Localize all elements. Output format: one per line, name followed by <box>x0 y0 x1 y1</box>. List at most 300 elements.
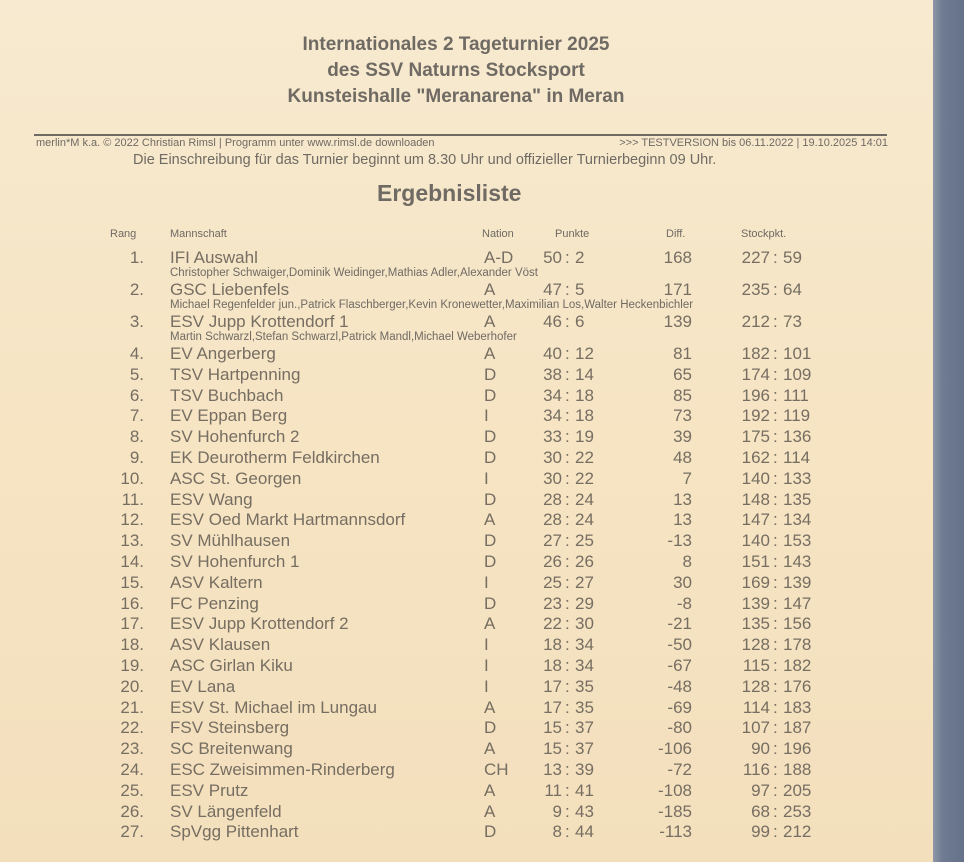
stockpoints-for-cell: 114 <box>742 697 770 717</box>
team-cell: ASC Girlan Kiku <box>170 656 293 675</box>
nation-cell: I <box>484 468 489 488</box>
stockpoints-against-cell: 156 <box>783 614 812 634</box>
team-cell: ASV Kaltern <box>170 572 263 592</box>
stockpoints-separator: : <box>773 531 778 551</box>
rank-cell: 7. <box>129 406 144 426</box>
team-cell: TSV Hartpenning <box>170 364 301 384</box>
rank-cell: 8. <box>129 427 144 447</box>
col-mannschaft: Mannschaft <box>170 228 227 240</box>
stockpoints-separator: : <box>773 552 778 571</box>
points-for-cell: 27 <box>543 531 562 551</box>
header-divider <box>34 134 887 136</box>
stockpoints-separator: : <box>773 572 778 592</box>
diff-cell: 168 <box>663 248 692 267</box>
points-against-cell: 41 <box>575 780 594 800</box>
nation-cell: D <box>484 552 497 571</box>
team-cell: SC Breitenwang <box>170 739 293 759</box>
diff-cell: 139 <box>663 312 692 331</box>
nation-cell: D <box>484 822 497 842</box>
points-against-cell: 29 <box>575 593 594 613</box>
rank-cell: 6. <box>129 385 144 405</box>
points-for-cell: 47 <box>543 280 562 299</box>
points-for-cell: 40 <box>543 344 562 363</box>
rank-cell: 2. <box>129 280 144 299</box>
points-separator: : <box>565 593 570 613</box>
team-cell: ESV Jupp Krottendorf 2 <box>170 614 349 634</box>
stockpoints-separator: : <box>773 697 778 717</box>
team-cell: SV Längenfeld <box>170 801 282 821</box>
stockpoints-against-cell: 73 <box>783 312 802 331</box>
team-players: Christopher Schwaiger,Dominik Weidinger,Mathias Adler,Alexander Vöst <box>170 267 538 279</box>
stockpoints-separator: : <box>773 593 778 613</box>
points-separator: : <box>565 312 570 331</box>
team-cell: EV Angerberg <box>170 344 276 363</box>
team-cell: FC Penzing <box>170 593 259 613</box>
points-separator: : <box>565 427 570 447</box>
points-separator: : <box>565 718 570 738</box>
points-separator: : <box>565 697 570 717</box>
points-against-cell: 6 <box>575 312 585 331</box>
points-against-cell: 18 <box>575 385 594 405</box>
points-separator: : <box>565 552 570 571</box>
diff-cell: -106 <box>657 739 692 759</box>
nation-cell: I <box>484 656 489 675</box>
nation-cell: D <box>484 489 497 509</box>
table-row <box>0 552 933 571</box>
team-cell: EV Lana <box>170 676 236 696</box>
rank-cell: 4. <box>129 344 144 363</box>
table-row <box>0 448 933 467</box>
diff-cell: 85 <box>673 385 692 405</box>
stockpoints-for-cell: 90 <box>751 739 770 759</box>
rank-cell: 18. <box>120 635 144 655</box>
points-against-cell: 43 <box>575 801 594 821</box>
table-row <box>0 365 933 384</box>
rank-cell: 1. <box>129 248 144 267</box>
stockpoints-for-cell: 162 <box>741 448 770 467</box>
points-for-cell: 18 <box>543 635 562 655</box>
stockpoints-for-cell: 97 <box>751 780 770 800</box>
stockpoints-against-cell: 183 <box>783 697 812 717</box>
team-cell: FSV Steinsberg <box>170 718 290 738</box>
table-row <box>0 386 933 405</box>
points-separator: : <box>565 531 570 551</box>
points-against-cell: 18 <box>575 406 594 426</box>
points-against-cell: 22 <box>575 448 594 467</box>
team-cell: IFI Auswahl <box>170 248 258 267</box>
points-against-cell: 30 <box>575 614 594 634</box>
nation-cell: I <box>484 406 489 426</box>
team-cell: GSC Liebenfels <box>170 280 290 299</box>
team-cell: ESV St. Michael im Lungau <box>170 697 377 717</box>
nation-cell: A <box>484 739 496 759</box>
col-punkte: Punkte <box>555 228 590 240</box>
points-separator: : <box>565 635 570 655</box>
nation-cell: A-D <box>484 248 514 267</box>
title-line-1: Internationales 2 Tageturnier 2025 <box>302 34 610 55</box>
table-row <box>0 248 933 267</box>
stockpoints-for-cell: 182 <box>741 344 770 363</box>
stockpoints-separator: : <box>773 385 778 405</box>
stockpoints-against-cell: 101 <box>783 344 812 363</box>
stockpoints-for-cell: 235 <box>741 280 770 299</box>
title-line-2: des SSV Naturns Stocksport <box>327 60 585 81</box>
diff-cell: -8 <box>676 593 692 613</box>
points-separator: : <box>565 248 570 267</box>
rank-cell: 19. <box>120 656 144 675</box>
stockpoints-separator: : <box>773 822 778 842</box>
team-players: Michael Regenfelder jun.,Patrick Flaschberger,Kevin Kronewetter,Maximilian Los,Walter Heckenbichler <box>170 299 694 311</box>
rank-cell: 9. <box>129 448 144 467</box>
points-for-cell: 28 <box>543 489 562 509</box>
stockpoints-against-cell: 187 <box>783 718 812 738</box>
rank-cell: 26. <box>120 801 144 821</box>
points-for-cell: 17 <box>543 697 562 717</box>
stockpoints-against-cell: 196 <box>783 739 812 759</box>
points-for-cell: 30 <box>543 468 562 488</box>
nation-cell: D <box>484 427 497 447</box>
stockpoints-for-cell: 128 <box>741 676 770 696</box>
stockpoints-for-cell: 175 <box>741 427 770 447</box>
stockpoints-separator: : <box>773 489 778 509</box>
points-separator: : <box>565 614 570 634</box>
stockpoints-against-cell: 114 <box>783 448 811 467</box>
diff-cell: 8 <box>682 552 692 571</box>
rank-cell: 22. <box>120 718 144 738</box>
points-separator: : <box>565 572 570 592</box>
nation-cell: A <box>484 510 496 530</box>
stockpoints-for-cell: 151 <box>741 552 770 571</box>
points-separator: : <box>565 468 570 488</box>
col-nation: Nation <box>482 228 514 240</box>
nation-cell: I <box>484 676 489 696</box>
points-separator: : <box>565 656 570 675</box>
table-row <box>0 344 933 363</box>
stockpoints-separator: : <box>773 280 778 299</box>
diff-cell: 39 <box>673 427 692 447</box>
points-separator: : <box>565 406 570 426</box>
nation-cell: D <box>484 448 497 467</box>
version-timestamp: >>> TESTVERSION bis 06.11.2022 | 19.10.2025 14:01 <box>619 137 888 149</box>
table-row <box>0 760 933 779</box>
points-for-cell: 38 <box>543 364 562 384</box>
team-players: Martin Schwarzl,Stefan Schwarzl,Patrick Mandl,Michael Weberhofer <box>170 331 517 343</box>
points-separator: : <box>565 448 570 467</box>
stockpoints-against-cell: 135 <box>783 489 812 509</box>
table-row <box>0 781 933 800</box>
screen-border <box>933 0 964 862</box>
points-against-cell: 24 <box>575 510 594 530</box>
stockpoints-against-cell: 109 <box>783 364 812 384</box>
nation-cell: A <box>484 280 496 299</box>
stockpoints-for-cell: 196 <box>741 385 770 405</box>
nation-cell: D <box>484 593 497 613</box>
results-heading: Ergebnisliste <box>377 180 522 206</box>
rank-cell: 12. <box>120 510 144 530</box>
stockpoints-against-cell: 134 <box>783 510 812 530</box>
team-cell: ESV Jupp Krottendorf 1 <box>170 312 349 331</box>
stockpoints-for-cell: 116 <box>742 760 770 779</box>
stockpoints-for-cell: 139 <box>741 593 770 613</box>
points-for-cell: 34 <box>543 385 562 405</box>
diff-cell: 81 <box>673 344 692 363</box>
team-cell: SV Hohenfurch 2 <box>170 427 300 447</box>
stockpoints-against-cell: 136 <box>783 427 812 447</box>
nation-cell: A <box>484 312 496 331</box>
points-separator: : <box>565 385 570 405</box>
table-row <box>0 718 933 737</box>
stockpoints-against-cell: 147 <box>783 593 812 613</box>
nation-cell: I <box>484 635 489 655</box>
points-separator: : <box>565 822 570 842</box>
stockpoints-separator: : <box>773 344 778 363</box>
table-row <box>0 698 933 717</box>
diff-cell: 171 <box>663 280 692 299</box>
team-cell: TSV Buchbach <box>170 385 284 405</box>
copyright-text: merlin*M k.a. © 2022 Christian Rimsl | Programm unter www.rimsl.de downloaden <box>36 137 435 149</box>
diff-cell: -72 <box>667 760 692 779</box>
points-separator: : <box>565 780 570 800</box>
nation-cell: D <box>484 531 497 551</box>
points-for-cell: 30 <box>543 448 562 467</box>
points-against-cell: 12 <box>575 344 594 363</box>
stockpoints-separator: : <box>773 760 778 779</box>
points-against-cell: 25 <box>575 531 594 551</box>
table-row <box>0 656 933 675</box>
rank-cell: 5. <box>129 364 144 384</box>
points-separator: : <box>565 801 570 821</box>
diff-cell: -67 <box>667 656 692 675</box>
rank-cell: 27. <box>120 822 144 842</box>
points-for-cell: 34 <box>543 406 562 426</box>
points-against-cell: 39 <box>575 760 594 779</box>
table-row <box>0 510 933 529</box>
stockpoints-separator: : <box>773 364 778 384</box>
points-for-cell: 25 <box>543 572 562 592</box>
stockpoints-for-cell: 135 <box>741 614 770 634</box>
points-against-cell: 14 <box>575 364 594 384</box>
points-against-cell: 44 <box>575 822 594 842</box>
nation-cell: A <box>484 344 496 363</box>
team-cell: ESC Zweisimmen-Rinderberg <box>170 760 395 779</box>
nation-cell: A <box>484 697 496 717</box>
table-row <box>0 635 933 654</box>
points-for-cell: 26 <box>543 552 562 571</box>
stockpoints-against-cell: 205 <box>783 780 812 800</box>
table-row <box>0 573 933 592</box>
diff-cell: -69 <box>667 697 692 717</box>
diff-cell: -21 <box>667 614 692 634</box>
points-separator: : <box>565 739 570 759</box>
stockpoints-separator: : <box>773 801 778 821</box>
rank-cell: 10. <box>120 468 144 488</box>
diff-cell: -48 <box>667 676 692 696</box>
points-against-cell: 37 <box>575 739 594 759</box>
table-row <box>0 739 933 758</box>
stockpoints-against-cell: 178 <box>783 635 812 655</box>
table-row <box>0 490 933 509</box>
points-for-cell: 22 <box>543 614 562 634</box>
stockpoints-for-cell: 99 <box>751 822 770 842</box>
diff-cell: -80 <box>667 718 692 738</box>
points-separator: : <box>565 760 570 779</box>
stockpoints-for-cell: 140 <box>741 531 770 551</box>
table-row <box>0 280 933 299</box>
stockpoints-separator: : <box>773 448 778 467</box>
diff-cell: 7 <box>682 468 692 488</box>
rank-cell: 21. <box>120 697 144 717</box>
diff-cell: 48 <box>673 448 692 467</box>
nation-cell: D <box>484 385 497 405</box>
stockpoints-against-cell: 119 <box>783 406 811 426</box>
stockpoints-for-cell: 140 <box>741 468 770 488</box>
points-for-cell: 13 <box>543 760 562 779</box>
points-for-cell: 8 <box>552 822 562 842</box>
nation-cell: A <box>484 614 496 634</box>
col-stockpkt: Stockpkt. <box>741 228 787 240</box>
points-for-cell: 9 <box>552 801 562 821</box>
table-row <box>0 469 933 488</box>
points-separator: : <box>565 344 570 363</box>
tournament-title <box>230 32 682 110</box>
diff-cell: 30 <box>673 572 692 592</box>
rank-cell: 25. <box>120 780 144 800</box>
rank-cell: 24. <box>120 760 144 779</box>
points-against-cell: 26 <box>575 552 594 571</box>
stockpoints-against-cell: 59 <box>783 248 802 267</box>
stockpoints-for-cell: 148 <box>741 489 770 509</box>
diff-cell: -13 <box>667 531 692 551</box>
nation-cell: D <box>484 364 497 384</box>
stockpoints-separator: : <box>773 614 778 634</box>
rank-cell: 11. <box>121 489 144 509</box>
stockpoints-separator: : <box>773 248 778 267</box>
diff-cell: 73 <box>673 406 692 426</box>
diff-cell: 65 <box>673 364 692 384</box>
stockpoints-for-cell: 169 <box>741 572 770 592</box>
stockpoints-for-cell: 107 <box>741 718 770 738</box>
table-row <box>0 594 933 613</box>
points-for-cell: 28 <box>543 510 562 530</box>
diff-cell: -108 <box>657 780 692 800</box>
team-cell: EK Deurotherm Feldkirchen <box>170 448 380 467</box>
points-for-cell: 23 <box>543 593 562 613</box>
stockpoints-separator: : <box>773 718 778 738</box>
rank-cell: 16. <box>120 593 144 613</box>
rank-cell: 3. <box>129 312 144 331</box>
table-row <box>0 677 933 696</box>
stockpoints-for-cell: 68 <box>751 801 770 821</box>
diff-cell: -185 <box>657 801 692 821</box>
points-against-cell: 34 <box>575 635 594 655</box>
table-row <box>0 614 933 633</box>
team-cell: SpVgg Pittenhart <box>170 822 299 842</box>
points-for-cell: 11 <box>544 780 562 800</box>
points-separator: : <box>565 280 570 299</box>
diff-cell: 13 <box>673 489 692 509</box>
points-against-cell: 35 <box>575 697 594 717</box>
stockpoints-separator: : <box>773 739 778 759</box>
points-against-cell: 22 <box>575 468 594 488</box>
stockpoints-against-cell: 111 <box>783 385 809 405</box>
team-cell: ESV Prutz <box>170 780 249 800</box>
rank-cell: 20. <box>120 676 144 696</box>
stockpoints-against-cell: 143 <box>783 552 812 571</box>
team-cell: ASV Klausen <box>170 635 271 655</box>
rank-cell: 15. <box>120 572 144 592</box>
stockpoints-against-cell: 133 <box>783 468 812 488</box>
points-separator: : <box>565 676 570 696</box>
points-against-cell: 34 <box>575 656 594 675</box>
stockpoints-for-cell: 128 <box>741 635 770 655</box>
team-cell: SV Mühlhausen <box>170 531 291 551</box>
stockpoints-separator: : <box>773 406 778 426</box>
points-for-cell: 46 <box>543 312 562 331</box>
points-for-cell: 33 <box>543 427 562 447</box>
stockpoints-for-cell: 147 <box>741 510 770 530</box>
nation-cell: CH <box>484 760 509 779</box>
stockpoints-against-cell: 253 <box>783 801 812 821</box>
stockpoints-against-cell: 139 <box>783 572 812 592</box>
stockpoints-separator: : <box>773 312 778 331</box>
stockpoints-separator: : <box>773 635 778 655</box>
stockpoints-against-cell: 182 <box>783 656 812 675</box>
registration-note: Die Einschreibung für das Turnier beginnt um 8.30 Uhr und offizieller Turnierbeginn 09 Uhr. <box>133 152 717 168</box>
diff-cell: -113 <box>659 822 692 842</box>
table-row <box>0 822 933 841</box>
stockpoints-for-cell: 115 <box>742 656 770 675</box>
diff-cell: -50 <box>667 635 692 655</box>
nation-cell: A <box>484 780 496 800</box>
points-against-cell: 19 <box>575 427 594 447</box>
stockpoints-against-cell: 64 <box>783 280 802 299</box>
stockpoints-separator: : <box>773 780 778 800</box>
stockpoints-separator: : <box>773 510 778 530</box>
col-diff: Diff. <box>666 228 686 240</box>
stockpoints-separator: : <box>773 468 778 488</box>
stockpoints-against-cell: 212 <box>783 822 812 842</box>
table-row <box>0 406 933 425</box>
nation-cell: A <box>484 801 496 821</box>
points-against-cell: 27 <box>575 572 594 592</box>
points-for-cell: 18 <box>543 656 562 675</box>
points-separator: : <box>565 364 570 384</box>
nation-cell: D <box>484 718 497 738</box>
points-against-cell: 24 <box>575 489 594 509</box>
stockpoints-against-cell: 153 <box>783 531 812 551</box>
stockpoints-separator: : <box>773 676 778 696</box>
stockpoints-separator: : <box>773 656 778 675</box>
points-for-cell: 50 <box>543 248 562 267</box>
stockpoints-against-cell: 188 <box>783 760 812 779</box>
table-row <box>0 312 933 331</box>
points-against-cell: 37 <box>575 718 594 738</box>
software-meta <box>36 137 888 150</box>
stockpoints-against-cell: 176 <box>783 676 812 696</box>
stockpoints-for-cell: 227 <box>741 248 770 267</box>
team-cell: ESV Oed Markt Hartmannsdorf <box>170 510 406 530</box>
team-cell: EV Eppan Berg <box>170 406 288 426</box>
table-row <box>0 427 933 446</box>
points-separator: : <box>565 510 570 530</box>
team-cell: ASC St. Georgen <box>170 468 302 488</box>
table-row <box>0 802 933 821</box>
points-for-cell: 15 <box>543 718 562 738</box>
stockpoints-separator: : <box>773 427 778 447</box>
rank-cell: 13. <box>120 531 144 551</box>
team-cell: SV Hohenfurch 1 <box>170 552 300 571</box>
diff-cell: 13 <box>673 510 692 530</box>
